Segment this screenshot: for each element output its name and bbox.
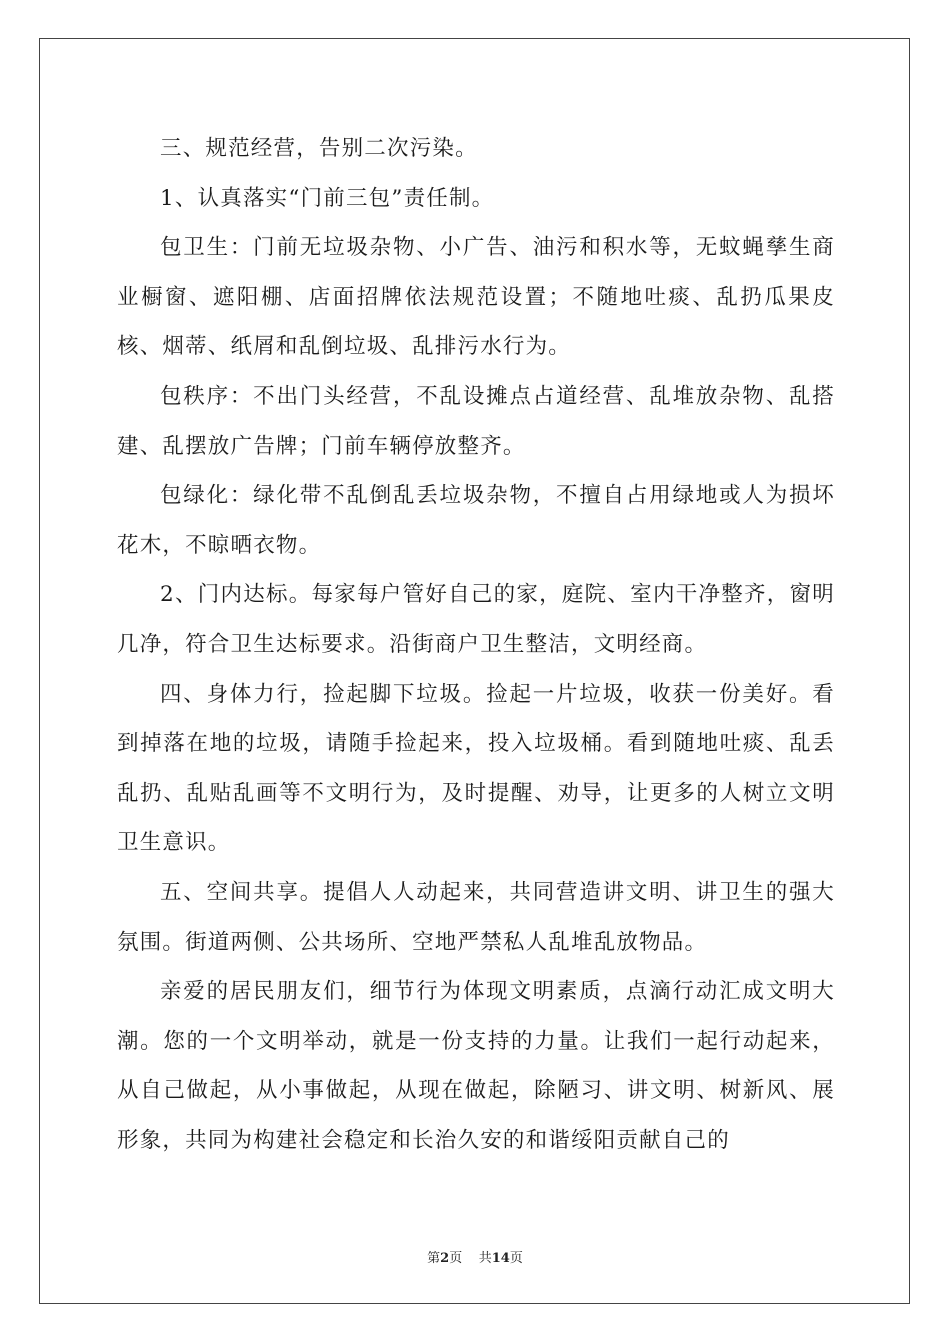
paragraph-greening: 包绿化：绿化带不乱倒乱丢垃圾杂物，不擅自占用绿地或人为损坏花木，不晾晒衣物。 [117,483,835,558]
paragraph-item-2: 2、门内达标。每家每户管好自己的家，庭院、室内干净整齐，窗明几净，符合卫生达标要求。沿街商户卫生整洁，文明经商。 [117,582,835,657]
page-suffix: 页 [449,1251,463,1266]
page-footer [0,1247,950,1266]
paragraph-section-4: 四、身体力行，捡起脚下垃圾。捡起一片垃圾，收获一份美好。看到掉落在地的垃圾，请随手捡起来，投入垃圾桶。看到随地吐痰、乱丢乱扔、乱贴乱画等不文明行为，及时提醒、劝导，让更多的人树立文明卫生意识。 [117,681,835,856]
document-body [117,124,835,1165]
total-suffix: 页 [509,1251,523,1266]
paragraph-item-1: 1、认真落实“门前三包”责任制。 [160,185,495,211]
total-prefix: 共 [478,1251,492,1266]
paragraph-order: 包秩序：不出门头经营，不乱设摊点占道经营、乱堆放杂物、乱搭建、乱摆放广告牌；门前车辆停放整齐。 [117,383,835,459]
paragraph-hygiene: 包卫生：门前无垃圾杂物、小广告、油污和积水等，无蚊蝇孳生商业橱窗、遮阳棚、店面招牌依法规范设置；不随地吐痰、乱扔瓜果皮核、烟蒂、纸屑和乱倒垃圾、乱排污水行为。 [117,235,835,360]
total-pages: 14 [491,1251,510,1266]
paragraph-section-3-heading: 三、规范经营，告别二次污染。 [160,136,478,161]
paragraph-closing: 亲爱的居民朋友们，细节行为体现文明素质，点滴行动汇成文明大潮。您的一个文明举动，就是一份支持的力量。让我们一起行动起来，从自己做起，从小事做起，从现在做起，除陋习、讲文明、树新风、展形象，共同为构建社会稳定和长治久安的和谐绥阳贡献自己的 [117,979,835,1153]
page-number: 2 [440,1251,450,1266]
paragraph-section-5: 五、空间共享。提倡人人动起来，共同营造讲文明、讲卫生的强大氛围。街道两侧、公共场所、空地严禁私人乱堆乱放物品。 [117,879,835,955]
page-prefix: 第 [427,1251,441,1266]
